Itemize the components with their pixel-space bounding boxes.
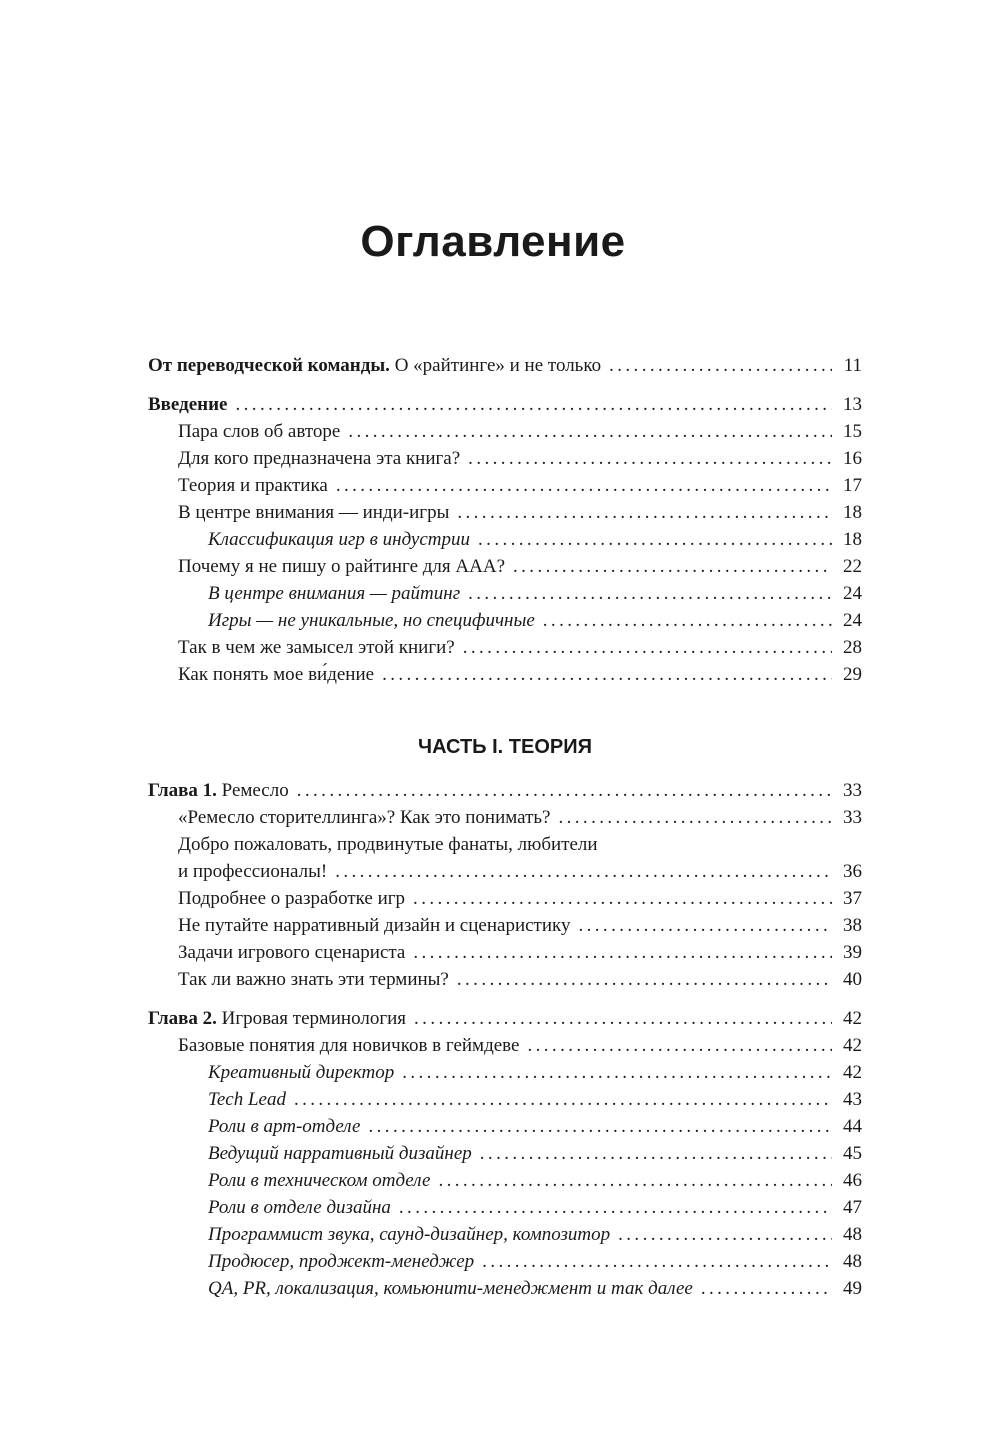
toc-entry-label: Глава 2. Игровая терминология <box>148 1008 407 1029</box>
toc-entry-translators[interactable] <box>148 352 862 379</box>
leader-dots <box>457 499 832 526</box>
toc-entry[interactable] <box>148 634 862 661</box>
toc-entry-label: Так в чем же замысел этой книги? <box>178 637 455 658</box>
toc-subentry[interactable] <box>148 607 862 634</box>
toc-entry-label: От переводческой команды. О «райтинге» и не только <box>148 355 602 376</box>
toc-entry-label: «Ремесло сторителлинга»? Как это понимать? <box>178 807 551 828</box>
leader-dots <box>482 1248 832 1275</box>
toc-page-number: 42 <box>843 1062 862 1083</box>
toc-entry[interactable] <box>148 858 862 885</box>
toc-page-number: 38 <box>843 915 862 936</box>
leader-dots <box>413 885 832 912</box>
leader-dots <box>618 1221 832 1248</box>
toc-page-number: 42 <box>843 1035 862 1056</box>
table-of-contents <box>148 352 862 1302</box>
leader-dots <box>468 445 832 472</box>
toc-subentry[interactable] <box>148 1221 862 1248</box>
toc-subentry[interactable] <box>148 1194 862 1221</box>
toc-entry-label: Классификация игр в индустрии <box>208 529 471 550</box>
toc-subentry[interactable] <box>148 1140 862 1167</box>
toc-entry-label: Почему я не пишу о райтинге для ААА? <box>178 556 505 577</box>
toc-page-number: 18 <box>843 529 862 550</box>
toc-chapter-2[interactable] <box>148 1005 862 1032</box>
toc-page-number: 29 <box>843 664 862 685</box>
toc-entry[interactable] <box>148 661 862 688</box>
leader-dots <box>578 912 832 939</box>
toc-entry-label: Креативный директор <box>208 1062 395 1083</box>
toc-entry-label: Добро пожаловать, продвинутые фанаты, любители <box>178 834 598 855</box>
leader-dots <box>513 553 832 580</box>
toc-entry-label: Программист звука, саунд-дизайнер, композитор <box>208 1224 611 1245</box>
toc-entry-label: Для кого предназначена эта книга? <box>178 448 461 469</box>
toc-page-number: 17 <box>843 475 862 496</box>
toc-subentry[interactable] <box>148 1086 862 1113</box>
leader-dots <box>609 352 832 379</box>
toc-page-number: 39 <box>843 942 862 963</box>
toc-entry[interactable] <box>148 804 862 831</box>
leader-dots <box>369 1113 833 1140</box>
toc-page-number: 37 <box>843 888 862 909</box>
toc-entry-label: QA, PR, локализация, комьюнити-менеджмент и так далее <box>208 1278 693 1299</box>
toc-entry-label: Задачи игрового сценариста <box>178 942 406 963</box>
toc-entry-label: В центре внимания — инди-игры <box>178 502 450 523</box>
leader-dots <box>348 418 832 445</box>
leader-dots <box>438 1167 832 1194</box>
leader-dots <box>480 1140 832 1167</box>
leader-dots <box>543 607 832 634</box>
leader-dots <box>558 804 832 831</box>
leader-dots <box>463 634 832 661</box>
toc-subentry[interactable] <box>148 1059 862 1086</box>
toc-entry-label: Введение <box>148 394 228 415</box>
toc-entry[interactable] <box>148 831 862 858</box>
toc-entry-label: Пара слов об авторе <box>178 421 341 442</box>
toc-entry[interactable] <box>148 966 862 993</box>
toc-entry-label: Роли в арт-отделе <box>208 1116 361 1137</box>
toc-entry-label: Игры — не уникальные, но специфичные <box>208 610 535 631</box>
toc-entry[interactable] <box>148 885 862 912</box>
leader-dots <box>236 391 833 418</box>
toc-subentry[interactable] <box>148 1167 862 1194</box>
toc-page-number: 42 <box>843 1008 862 1029</box>
toc-page-number: 16 <box>843 448 862 469</box>
leader-dots <box>457 966 832 993</box>
toc-subentry[interactable] <box>148 1248 862 1275</box>
leader-dots <box>468 580 832 607</box>
toc-page-number: 24 <box>843 583 862 604</box>
toc-entry-label: Ведущий нарративный дизайнер <box>208 1143 472 1164</box>
toc-entry-label: Как понять мое ви́дение <box>178 664 375 685</box>
toc-page-number: 36 <box>843 861 862 882</box>
page-title: Оглавление <box>360 217 626 266</box>
toc-entry-label: Tech Lead <box>208 1089 286 1110</box>
toc-subentry[interactable] <box>148 1275 862 1302</box>
toc-page-number: 22 <box>843 556 862 577</box>
toc-entry-label: и профессионалы! <box>178 861 328 882</box>
toc-page-number: 33 <box>843 807 862 828</box>
leader-dots <box>336 472 832 499</box>
toc-subentry[interactable] <box>148 1113 862 1140</box>
toc-page-number: 48 <box>843 1224 862 1245</box>
toc-page-number: 43 <box>843 1089 862 1110</box>
toc-entry[interactable] <box>148 553 862 580</box>
toc-entry[interactable] <box>148 472 862 499</box>
leader-dots <box>335 858 832 885</box>
toc-page-number: 18 <box>843 502 862 523</box>
toc-page-number: 33 <box>843 780 862 801</box>
toc-entry[interactable] <box>148 939 862 966</box>
toc-page-number: 46 <box>843 1170 862 1191</box>
toc-entry-label: В центре внимания — райтинг <box>208 583 461 604</box>
toc-page-number: 28 <box>843 637 862 658</box>
toc-page-number: 48 <box>843 1251 862 1272</box>
toc-entry-label: Продюсер, проджект-менеджер <box>208 1251 475 1272</box>
toc-entry[interactable] <box>148 418 862 445</box>
toc-page-number: 11 <box>843 355 862 376</box>
leader-dots <box>297 777 832 804</box>
toc-entry-label: Глава 1. Ремесло <box>148 780 289 801</box>
toc-subentry[interactable] <box>148 580 862 607</box>
leader-dots <box>527 1032 832 1059</box>
toc-page-number: 47 <box>843 1197 862 1218</box>
leader-dots <box>413 939 832 966</box>
toc-page-number: 49 <box>843 1278 862 1299</box>
leader-dots <box>382 661 832 688</box>
leader-dots <box>294 1086 832 1113</box>
toc-entry-introduction[interactable] <box>148 391 862 418</box>
toc-entry[interactable] <box>148 499 862 526</box>
toc-entry[interactable] <box>148 445 862 472</box>
leader-dots <box>478 526 832 553</box>
toc-chapter-1[interactable] <box>148 777 862 804</box>
toc-entry-label: Базовые понятия для новичков в геймдеве <box>178 1035 520 1056</box>
toc-entry-label: Подробнее о разработке игр <box>178 888 406 909</box>
toc-entry[interactable] <box>148 912 862 939</box>
part-heading: ЧАСТЬ I. ТЕОРИЯ <box>418 736 592 758</box>
toc-page-number: 24 <box>843 610 862 631</box>
leader-dots <box>701 1275 832 1302</box>
toc-page-number: 45 <box>843 1143 862 1164</box>
leader-dots <box>399 1194 832 1221</box>
toc-entry-label: Роли в техническом отделе <box>208 1170 431 1191</box>
toc-page-number: 40 <box>843 969 862 990</box>
toc-page-number: 44 <box>843 1116 862 1137</box>
toc-entry-label: Так ли важно знать эти термины? <box>178 969 449 990</box>
toc-page-number: 15 <box>843 421 862 442</box>
toc-entry-label: Не путайте нарративный дизайн и сценаристику <box>178 915 571 936</box>
toc-page-number: 13 <box>843 394 862 415</box>
leader-dots <box>402 1059 832 1086</box>
toc-entry-label: Роли в отделе дизайна <box>208 1197 391 1218</box>
toc-entry-label: Теория и практика <box>178 475 328 496</box>
leader-dots <box>414 1005 832 1032</box>
toc-subentry[interactable] <box>148 526 862 553</box>
toc-entry[interactable] <box>148 1032 862 1059</box>
